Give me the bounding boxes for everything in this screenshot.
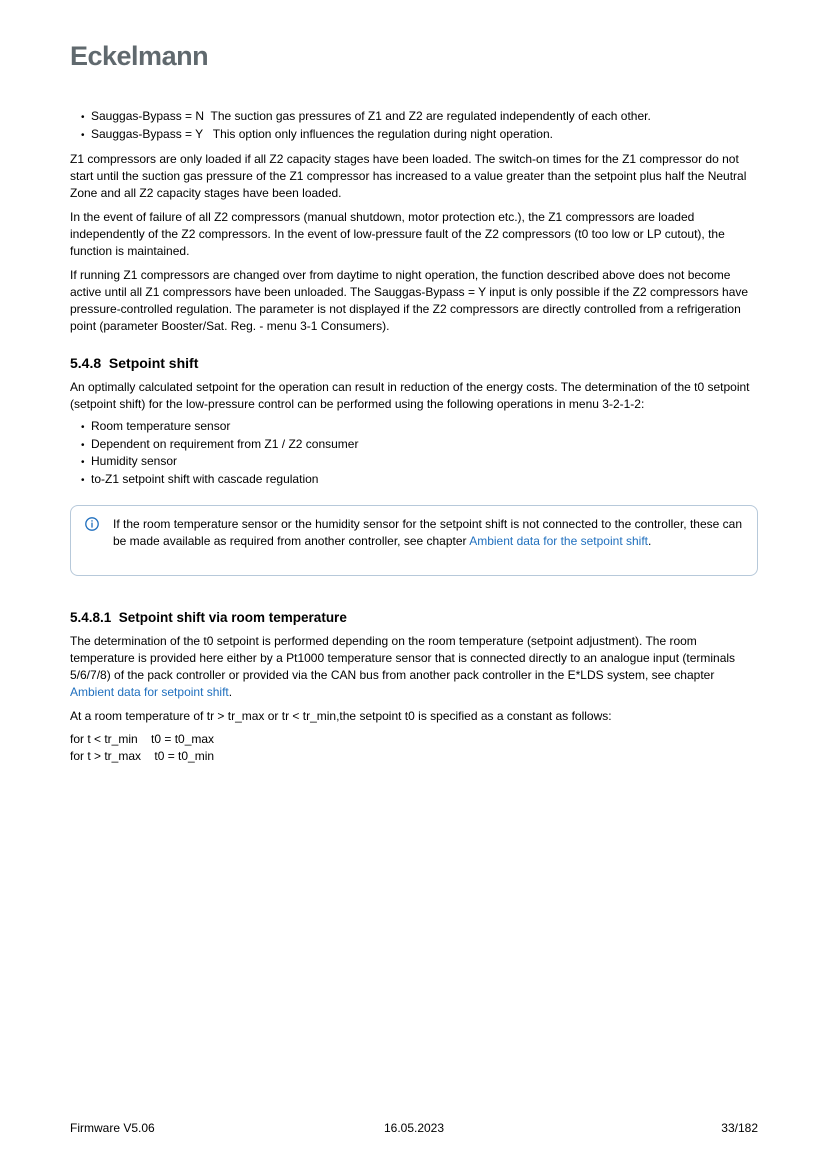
- section-heading-5-4-8-1: 5.4.8.1 Setpoint shift via room temperature: [70, 610, 347, 625]
- formula-t0-min: for t > tr_max t0 = t0_min: [70, 749, 215, 763]
- list-item: [70, 436, 758, 454]
- list-item: [70, 418, 758, 436]
- info-icon: [85, 517, 99, 531]
- page-content: [70, 0, 758, 765]
- footer-firmware-version: Firmware V5.06: [70, 1121, 155, 1135]
- bullet-text: Sauggas-Bypass = Y This option only influences the regulation during night operation.: [91, 126, 553, 141]
- bullet-text: Room temperature sensor: [91, 419, 231, 433]
- bullet-text: to-Z1 setpoint shift with cascade regulation: [91, 471, 319, 486]
- footer-date: 16.05.2023: [383, 1121, 445, 1135]
- info-text-after: .: [648, 534, 652, 548]
- paragraph-constant-setpoint: At a room temperature of tr > tr_max or tr < tr_min,the setpoint t0 is specified as a constant as follows:: [70, 709, 612, 723]
- list-item: [70, 453, 758, 471]
- info-note-text: [113, 516, 746, 550]
- bullet-text: Dependent on requirement from Z1 / Z2 consumer: [91, 436, 359, 451]
- bullet-text: Sauggas-Bypass = N The suction gas pressures of Z1 and Z2 are regulated independently of each other.: [91, 109, 651, 123]
- room-temp-text-before: The determination of the t0 setpoint is performed depending on the room temperature (setpoint adjustment). The room temperature is provided here either by a Pt1000 temperature sensor that is connected directly to an analogue input (terminals 5/6/7/8) of the pack controller or provided via the CAN bus from another pack controller in the E*LDS system, see chapter: [70, 634, 739, 682]
- footer-page-number: 33/182: [721, 1121, 758, 1135]
- sauggas-bypass-list: [70, 108, 758, 143]
- link-ambient-data-setpoint-shift[interactable]: Ambient data for the setpoint shift: [469, 534, 648, 548]
- paragraph-z1-loading: Z1 compressors are only loaded if all Z2 capacity stages have been loaded. The switch-on times for the Z1 compressor do not start until the suction gas pressure of the Z1 compressor has increased to a value greater than the setpoint plus half the Neutral Zone and all Z2 capacity stages have been loaded.: [70, 152, 750, 200]
- room-temp-text-after: .: [228, 685, 233, 699]
- formula-block: [70, 731, 758, 765]
- formula-t0-max: for t < tr_min t0 = t0_max: [70, 732, 215, 746]
- list-item: [70, 126, 758, 144]
- bullet-text: Humidity sensor: [91, 454, 178, 468]
- paragraph-z2-failure: In the event of failure of all Z2 compressors (manual shutdown, motor protection etc.), the Z1 compressors are loaded independently of the Z2 compressors. In the event of low-pressure fault of the Z2 compressors (t0 too low or LP cutout), the function is maintained.: [70, 210, 729, 258]
- info-text-before: If the room temperature sensor or the humidity sensor for the setpoint shift is not connected to the controller, these can be made available as required from another controller, see chapter: [113, 517, 746, 548]
- company-logo: Eckelmann: [70, 41, 209, 71]
- list-item: [70, 108, 758, 126]
- paragraph-night-operation: If running Z1 compressors are changed over from daytime to night operation, the function described above does not become active until all Z1 compressors have been unloaded. The Sauggas-Bypass = Y input is only possible if the Z2 compressors have pressure-controlled regulation. The parameter is not displayed if the Z2 compressors are directly controlled from a refrigeration point (parameter Booster/Sat. Reg. - menu 3-1 Consumers).: [70, 268, 752, 333]
- paragraph-room-temp: [70, 633, 758, 701]
- section-heading-5-4-8: 5.4.8 Setpoint shift: [70, 355, 199, 371]
- paragraph-setpoint-intro: An optimally calculated setpoint for the operation can result in reduction of the energy costs. The determination of the t0 setpoint (setpoint shift) for the low-pressure control can be performed using the following operations in menu 3-2-1-2:: [70, 380, 753, 411]
- info-note-box: [70, 505, 758, 576]
- link-ambient-data-for-setpoint-shift[interactable]: Ambient data for setpoint shift: [70, 685, 229, 699]
- list-item: [70, 471, 758, 489]
- setpoint-operations-list: [70, 418, 758, 488]
